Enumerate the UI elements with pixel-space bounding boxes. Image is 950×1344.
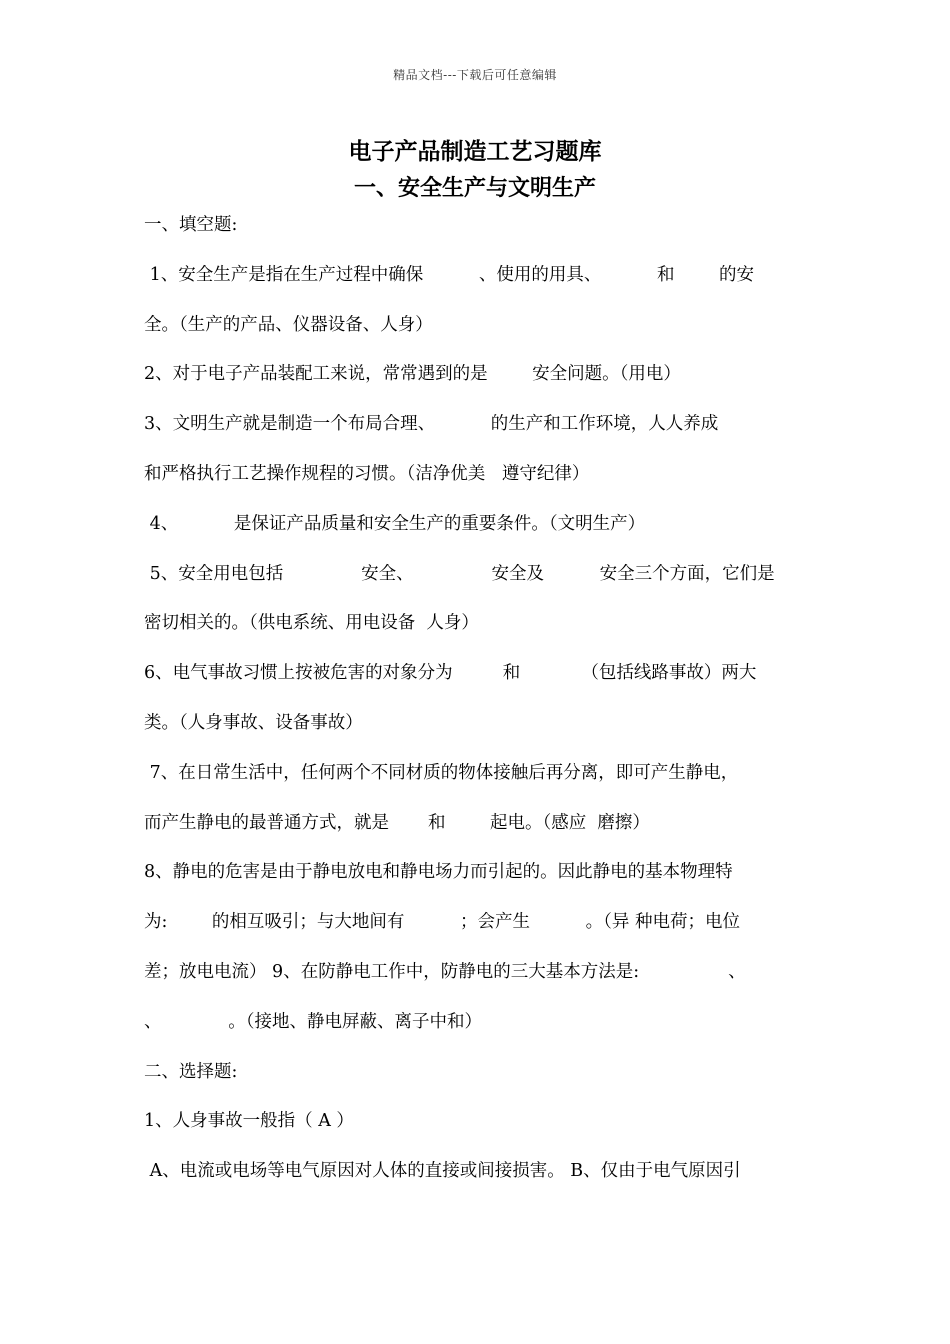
question-line: 而产生静电的最普通方式，就是 和 起电。（感应 磨擦） xyxy=(144,813,650,833)
section-heading-choice: 二、选择题: xyxy=(144,1062,238,1082)
question-line: 2、对于电子产品装配工来说，常常遇到的是 安全问题。（用电） xyxy=(144,364,681,384)
question-line: 7、在日常生活中，任何两个不同材质的物体接触后再分离，即可产生静电， xyxy=(144,763,739,783)
question-line: 3、文明生产就是制造一个布局合理、 的生产和工作环境，人人养成 xyxy=(144,414,719,434)
question-line: 4、 是保证产品质量和安全生产的重要条件。（文明生产） xyxy=(144,514,646,534)
option-line: A、电流或电场等电气原因对人体的直接或间接损害。 B、仅由于电气原因引 xyxy=(144,1161,741,1181)
question-line: 6、电气事故习惯上按被危害的对象分为 和 （包括线路事故）两大 xyxy=(144,663,757,683)
question-line: 类。（人身事故、设备事故） xyxy=(144,713,363,733)
question-line: 差；放电电流） 9、在防静电工作中，防静电的三大基本方法是: 、 xyxy=(144,962,746,982)
document-title: 电子产品制造工艺习题库 xyxy=(348,139,602,165)
question-line: 密切相关的。（供电系统、用电设备 人身） xyxy=(144,613,479,633)
section-title: 一、安全生产与文明生产 xyxy=(353,176,596,201)
question-line: 1、人身事故一般指（ A ） xyxy=(144,1111,354,1131)
question-line: 5、安全用电包括 安全、 安全及 安全三个方面，它们是 xyxy=(144,564,775,584)
question-line: 为: 的相互吸引；与大地间有 ；会产生 。（异 种电荷；电位 xyxy=(144,912,740,932)
question-line: 、 。（接地、静电屏蔽、离子中和） xyxy=(144,1012,483,1032)
question-line: 1、安全生产是指在生产过程中确保 、使用的用具、 和 的安 xyxy=(144,265,754,285)
page-header: 精品文档---下载后可任意编辑 xyxy=(393,68,557,82)
section-heading-fill: 一、填空题: xyxy=(144,215,238,235)
question-line: 和严格执行工艺操作规程的习惯。（洁净优美 遵守纪律） xyxy=(144,464,590,484)
question-line: 8、静电的危害是由于静电放电和静电场力而引起的。因此静电的基本物理特 xyxy=(144,862,733,882)
question-line: 全。（生产的产品、仪器设备、人身） xyxy=(144,315,433,335)
